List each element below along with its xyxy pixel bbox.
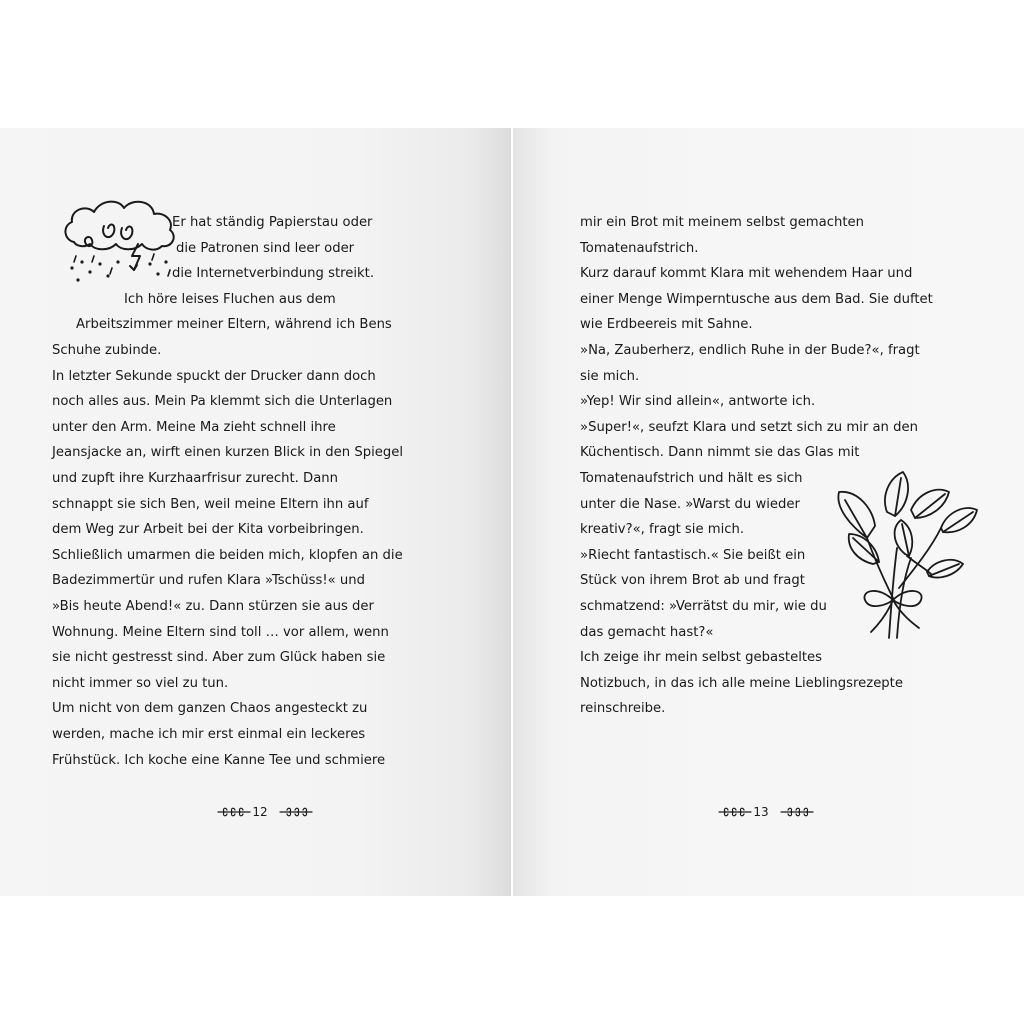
left-page [0, 128, 511, 896]
text-line: Tomatenaufstrich. [580, 240, 699, 256]
page-number: 13 [753, 805, 769, 819]
right-ornament-icon [278, 806, 314, 818]
text-line: unter den Arm. Meine Ma zieht schnell ihre [52, 419, 336, 435]
basil-sprig-icon [831, 468, 981, 643]
text-line: Ich zeige ihr mein selbst gebasteltes [580, 650, 823, 666]
text-line: Notizbuch, in das ich alle meine Lieblingsrezepte [580, 675, 903, 691]
text-line: Um nicht von dem ganzen Chaos angesteckt zu [52, 701, 368, 717]
text-line: »Bis heute Abend!« zu. Dann stürzen sie aus der [52, 599, 374, 614]
text-line: Stück von ihrem Brot ab und fragt [580, 573, 805, 589]
storm-cloud-icon [60, 192, 185, 297]
right-page [513, 128, 1024, 896]
text-line: die Internetverbindung streikt. [172, 266, 375, 282]
text-line: mir ein Brot mit meinem selbst gemachten [580, 215, 864, 230]
text-line: einer Menge Wimperntusche aus dem Bad. Sie duftet [580, 291, 933, 307]
book-spread [0, 128, 1024, 896]
text-line: »Na, Zauberherz, endlich Ruhe in der Bude?«, fragt [580, 343, 920, 358]
text-line: noch alles aus. Mein Pa klemmt sich die Unterlagen [52, 394, 393, 410]
right-page-folio [717, 802, 837, 822]
text-line: Er hat ständig Papierstau oder [172, 215, 373, 230]
text-line: Frühstück. Ich koche eine Kanne Tee und schmiere [52, 752, 386, 768]
text-line: Badezimmertür und rufen Klara »Tschüss!« und [52, 573, 365, 589]
text-line: Jeansjacke an, wirft einen kurzen Blick in den Spiegel [52, 445, 404, 461]
text-line: unter die Nase. »Warst du wieder [580, 496, 800, 512]
text-line: kreativ?«, fragt sie mich. [580, 522, 745, 538]
text-line: Tomatenaufstrich und hält es sich [580, 471, 803, 486]
text-line: das gemacht hast?« [580, 624, 714, 640]
text-line: die Patronen sind leer oder [176, 240, 355, 256]
text-line: reinschreibe. [580, 701, 666, 717]
text-line: »Yep! Wir sind allein«, antworte ich. [580, 394, 816, 410]
text-line: schmatzend: »Verrätst du mir, wie du [580, 599, 827, 614]
text-line: »Super!«, seufzt Klara und setzt sich zu mir an den [580, 419, 918, 435]
text-line: Kurz darauf kommt Klara mit wehendem Haar und [580, 266, 913, 282]
text-line: schnappt sie sich Ben, weil meine Eltern ihn auf [52, 496, 369, 512]
text-line: wie Erdbeereis mit Sahne. [580, 317, 753, 333]
text-line: werden, mache ich mir erst einmal ein leckeres [52, 727, 366, 742]
right-ornament-icon [779, 806, 815, 818]
text-line: Ich höre leises Fluchen aus dem [124, 291, 336, 307]
page-number: 12 [252, 805, 268, 819]
text-line: Arbeitszimmer meiner Eltern, während ich Bens [76, 317, 392, 333]
text-line: nicht immer so viel zu tun. [52, 675, 229, 691]
text-line: In letzter Sekunde spuckt der Drucker dann doch [52, 368, 376, 384]
text-line: und zupft ihre Kurzhaarfrisur zurecht. Dann [52, 471, 339, 486]
text-line: Schuhe zubinde. [52, 343, 162, 358]
text-line: sie nicht gestresst sind. Aber zum Glück haben sie [52, 650, 386, 666]
text-line: dem Weg zur Arbeit bei der Kita vorbeibringen. [52, 522, 364, 538]
text-line: Küchentisch. Dann nimmt sie das Glas mit [580, 445, 860, 461]
text-line: sie mich. [580, 368, 640, 384]
text-line: Wohnung. Meine Eltern sind toll … vor allem, wenn [52, 624, 389, 640]
text-line: »Riecht fantastisch.« Sie beißt ein [580, 547, 806, 563]
left-page-folio [216, 802, 336, 822]
text-line: Schließlich umarmen die beiden mich, klopfen an die [52, 547, 403, 563]
